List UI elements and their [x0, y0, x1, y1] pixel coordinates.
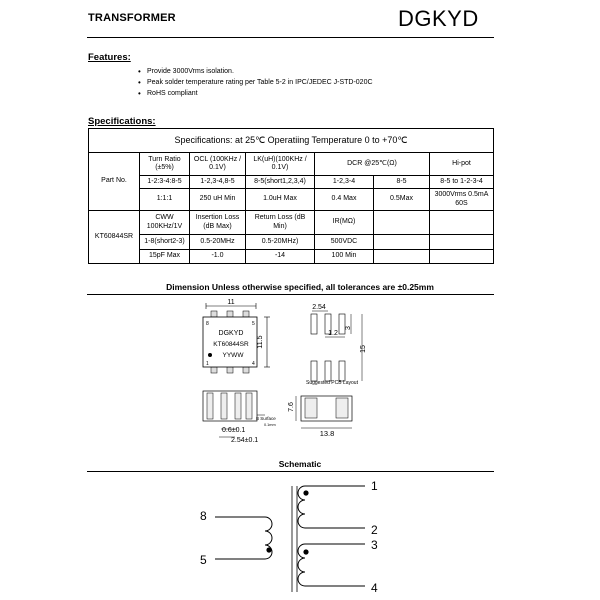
side-surface-label: B Surface [256, 416, 276, 421]
part-number-cell: KT60844SR [89, 211, 140, 264]
schematic-heading: Schematic [278, 459, 322, 469]
dimension-heading: Dimension Unless otherwise specified, all tolerances are ±0.25mm [166, 282, 434, 292]
cww-header: CWW 100KHz/1V [140, 211, 190, 235]
specifications-table [88, 128, 494, 264]
pin-8-label: 8 [200, 509, 207, 523]
features-list [138, 66, 373, 99]
empty-cell [374, 235, 430, 250]
chip-part: KT60844SR [213, 341, 249, 348]
table-cell: 3000Vrms 0.5mA 60S [430, 189, 494, 211]
lk-header: LK(uH)(100KHz / 0.1V) [246, 153, 315, 176]
part-no-header: Part No. [89, 153, 140, 211]
document-title: TRANSFORMER [88, 12, 176, 24]
table-cell: 1-2,3-4 [315, 176, 374, 189]
feature-item: • RoHS compliant [138, 88, 373, 99]
empty-cell [430, 211, 494, 235]
empty-cell [430, 235, 494, 250]
table-cell: 0.5-20MHz [190, 235, 246, 250]
empty-cell [430, 250, 494, 264]
end-width-label: 13.8 [319, 429, 335, 438]
top-view [203, 299, 270, 373]
specifications-heading: Specifications: [88, 116, 156, 127]
table-cell: 8-5(short1,2,3,4) [246, 176, 315, 189]
turn-ratio-header: Turn Ratio (±5%) [140, 153, 190, 176]
feature-item: • Provide 3000Vrms isolation. [138, 66, 373, 77]
schematic-diagram [0, 472, 600, 600]
pcb-total-label: 15 [360, 345, 367, 353]
side-view [203, 391, 276, 444]
table-cell: 250 uH Min [190, 189, 246, 211]
pin-label-4: 4 [252, 361, 255, 367]
pcb-caption: Suggested PCB Layout [306, 380, 358, 386]
empty-cell [374, 250, 430, 264]
table-cell: 1-8(short2-3) [140, 235, 190, 250]
table-cell: 500VDC [315, 235, 374, 250]
pin1-dot [208, 353, 212, 357]
table-cell: 0.4 Max [315, 189, 374, 211]
table-cell: 1-2:3-4:8-5 [140, 176, 190, 189]
pin-1-label: 1 [371, 479, 378, 493]
table-cell: 0.5-20MHz) [246, 235, 315, 250]
pin-4-label: 4 [371, 581, 378, 595]
table-cell: 0.5Max [374, 189, 430, 211]
pcb-pitch-label: 2.54 [312, 304, 326, 311]
pin-2-label: 2 [371, 523, 378, 537]
side-surface-sub: 0.1mm [264, 423, 276, 427]
end-height-label: 7.6 [288, 402, 295, 412]
pin-label-5: 5 [252, 321, 255, 327]
pin-label-8: 8 [206, 321, 209, 327]
pcb-layout [306, 304, 367, 386]
table-cell: 1.0uH Max [246, 189, 315, 211]
table-cell: 15pF Max [140, 250, 190, 264]
dcr-header: DCR @25℃(Ω) [315, 153, 430, 176]
empty-cell [374, 211, 430, 235]
ocl-header: OCL (100KHz / 0.1V) [190, 153, 246, 176]
return-loss-header: Return Loss (dB Min) [246, 211, 315, 235]
features-heading: Features: [88, 52, 131, 63]
chip-date-code: YYWW [222, 352, 244, 359]
pin-5-label: 5 [200, 553, 207, 567]
chip-brand: DGKYD [218, 330, 244, 337]
table-cell: -1.0 [190, 250, 246, 264]
table-cell: 1-2,3-4,8-5 [190, 176, 246, 189]
header-divider [87, 37, 494, 38]
insertion-loss-header: Insertion Loss (dB Max) [190, 211, 246, 235]
brand-logo-text: DGKYD [398, 6, 479, 31]
table-cell: 1:1:1 [140, 189, 190, 211]
end-view [288, 396, 352, 438]
pcb-pad-height-label: 3 [345, 326, 352, 330]
side-pin-label: 0.6±0.1 [222, 427, 246, 434]
spec-table-title: Specifications: at 25℃ Operatiing Temperature 0 to +70℃ [89, 129, 494, 153]
table-cell: 8-5 to 1-2-3-4 [430, 176, 494, 189]
table-cell: -14 [246, 250, 315, 264]
mechanical-drawing [0, 295, 600, 455]
height-label: 11.5 [257, 335, 264, 349]
table-cell: 8-5 [374, 176, 430, 189]
table-cell: 100 Min [315, 250, 374, 264]
ir-header: IR(MΩ) [315, 211, 374, 235]
pcb-pad-width-label: 1.2 [328, 330, 338, 337]
side-pitch-label: 2.54±0.1 [231, 437, 259, 444]
top-width-label: 11 [227, 299, 235, 306]
pin-3-label: 3 [371, 538, 378, 552]
feature-item: • Peak solder temperature rating per Table 5-2 in IPC/JEDEC J-STD-020C [138, 77, 373, 88]
hipot-header: Hi-pot [430, 153, 494, 176]
pin-label-1: 1 [206, 361, 209, 367]
